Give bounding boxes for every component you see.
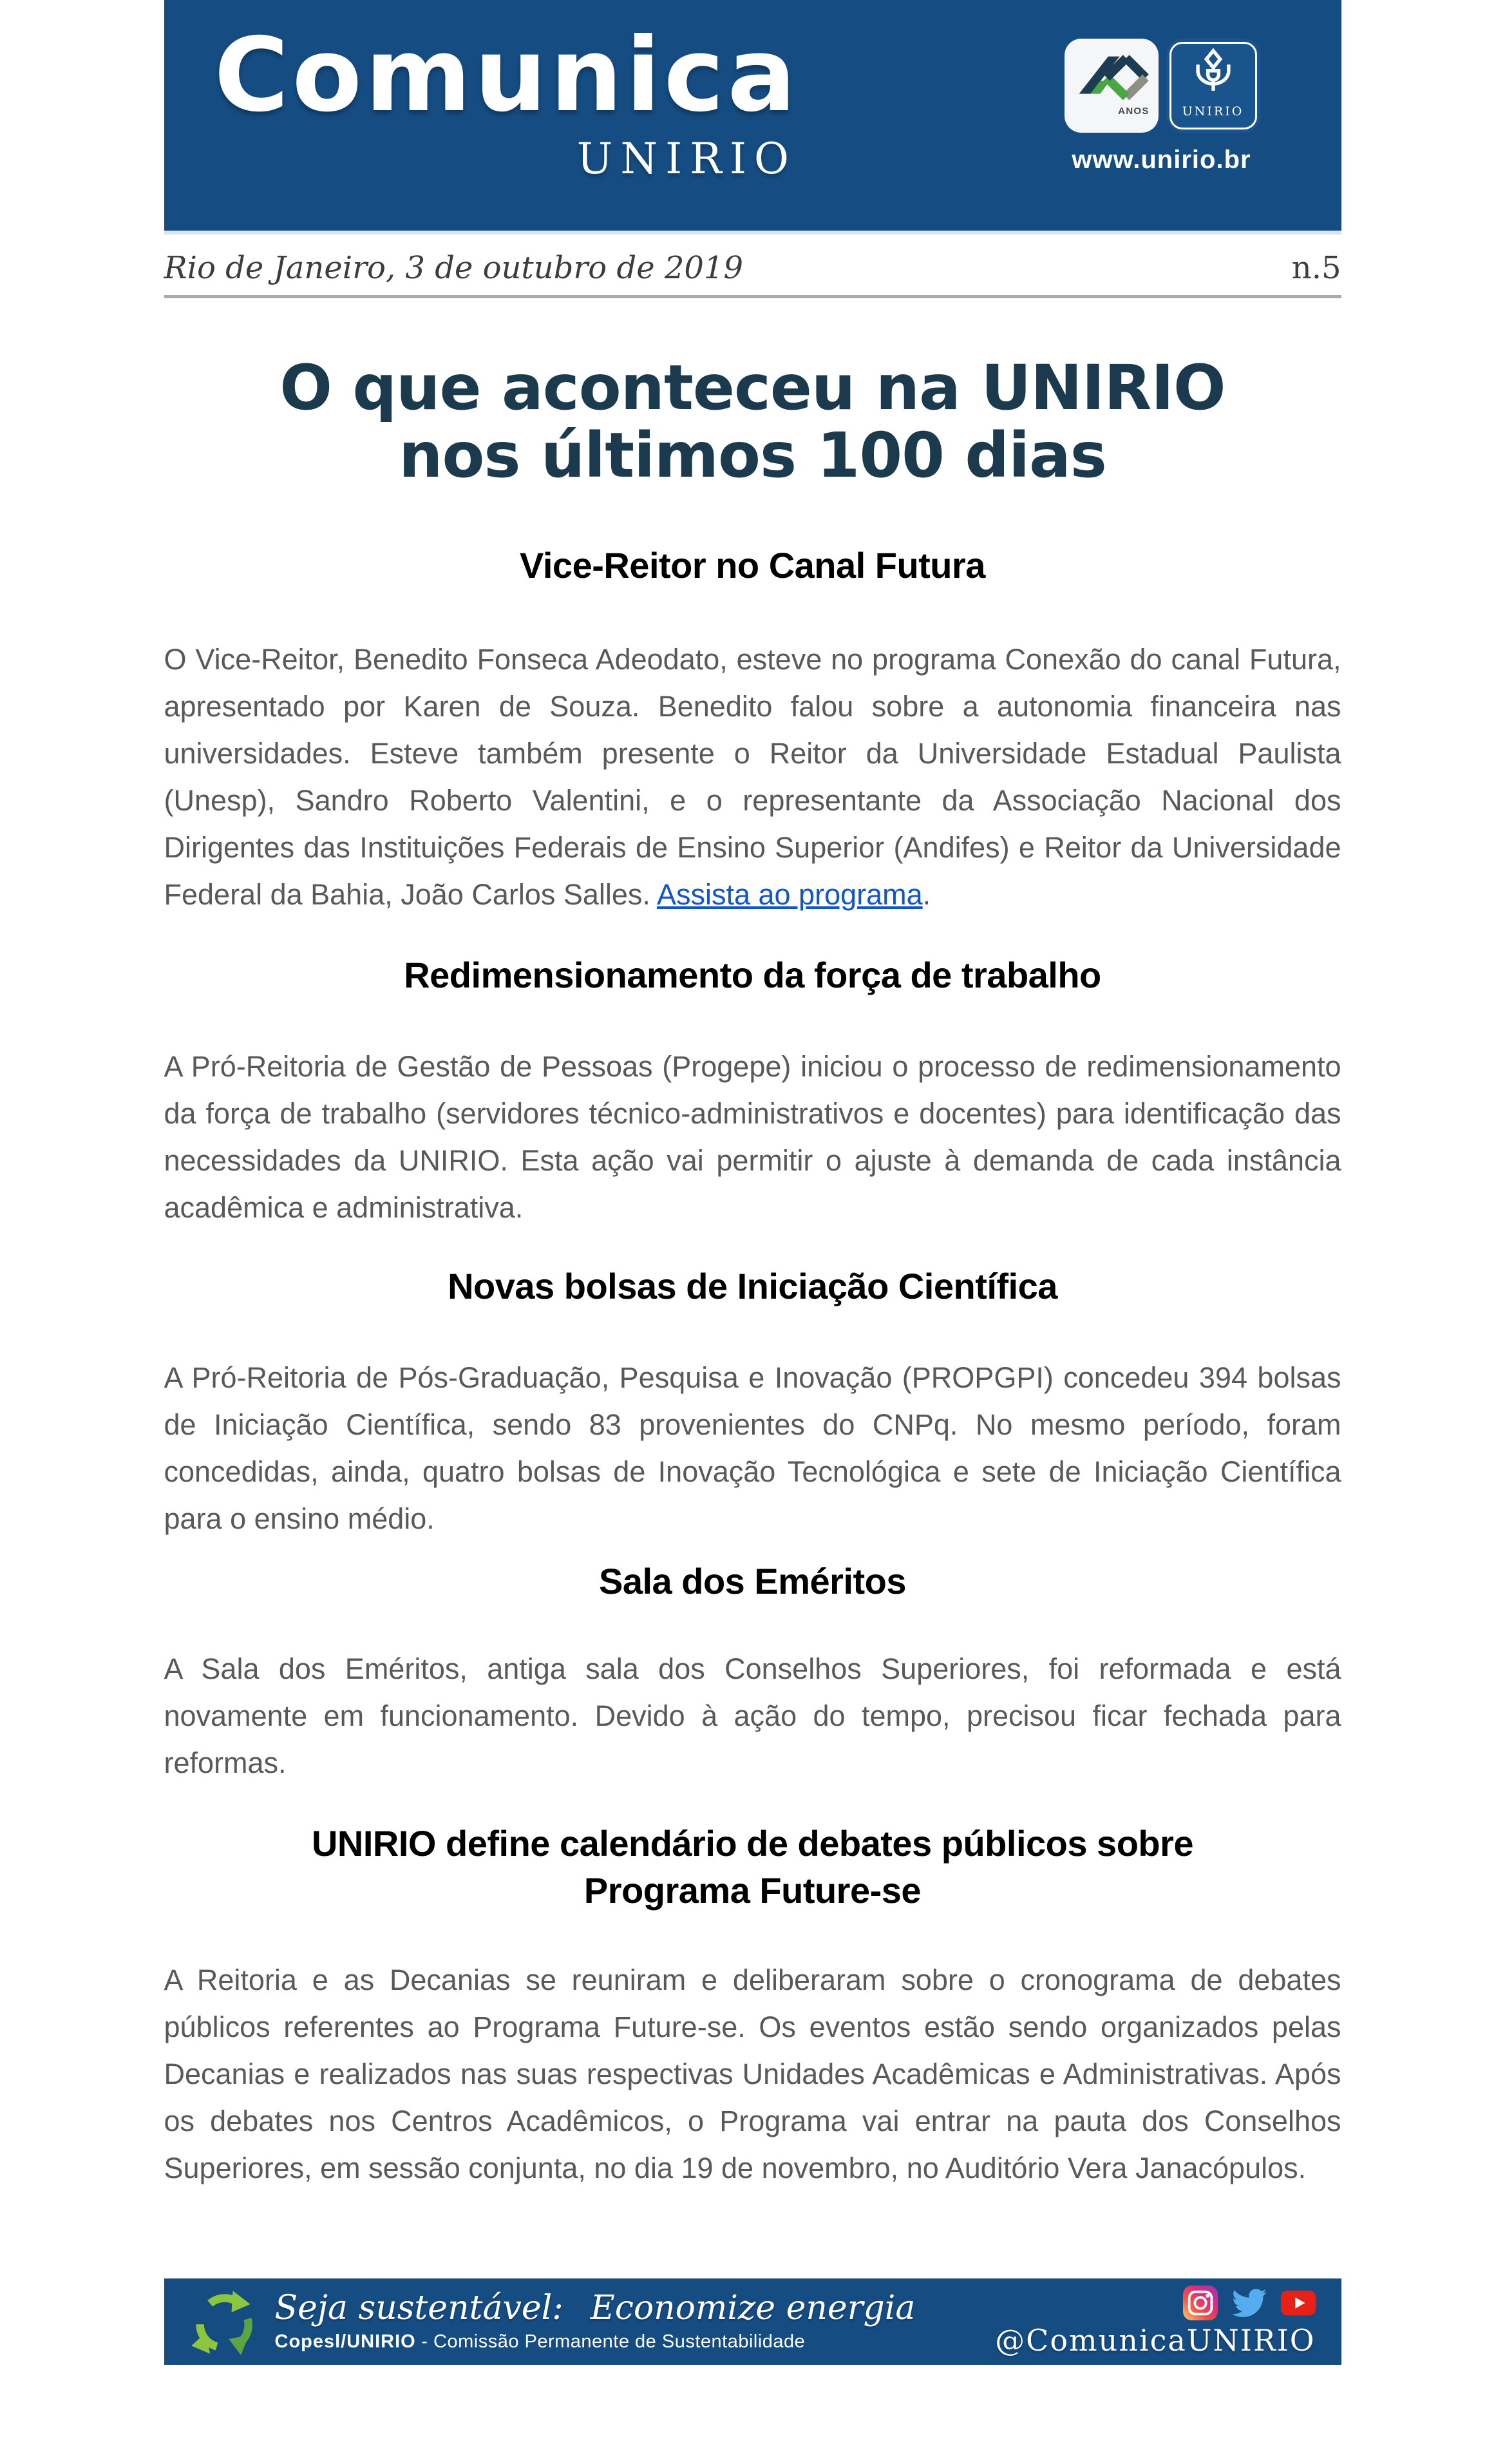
badge-40anos-icon bbox=[1065, 39, 1159, 133]
logo-badges bbox=[1063, 39, 1260, 133]
news-section-redimensionamento bbox=[164, 956, 1341, 1231]
news-section-bolsas bbox=[164, 1267, 1341, 1542]
masthead bbox=[164, 0, 1341, 234]
sustainability-block bbox=[274, 2288, 916, 2353]
org-description: - Comissão Permanente de Sustentabilidade bbox=[415, 2331, 806, 2353]
section-heading: Vice-Reitor no Canal Futura bbox=[520, 545, 985, 586]
section-heading: Sala dos Eméritos bbox=[598, 1561, 906, 1601]
section-heading: Novas bolsas de Iniciação Científica bbox=[448, 1266, 1057, 1306]
link-suffix: . bbox=[922, 878, 931, 911]
recycle-icon bbox=[190, 2288, 257, 2355]
badge-40anos-label: ANOS bbox=[1117, 106, 1150, 117]
section-body: A Sala dos Eméritos, antiga sala dos Conselhos Superiores, foi reformada e está novamente em funcionamento. Devido à ação do tempo, precisou ficar fechada para reformas. bbox=[164, 1652, 1341, 1779]
dateline bbox=[164, 250, 1341, 286]
news-section-sala-emeritos bbox=[164, 1562, 1341, 1786]
section-body bbox=[164, 636, 1341, 918]
badge-unirio-icon bbox=[1166, 39, 1260, 133]
section-heading: Redimensionamento da força de trabalho bbox=[404, 955, 1101, 995]
footer bbox=[164, 2278, 1341, 2365]
section-heading-line2: Programa Future-se bbox=[583, 1870, 922, 1911]
news-section-future-se bbox=[164, 1820, 1341, 2192]
issue-number: n.5 bbox=[1291, 250, 1341, 286]
org-name: Copesl/UNIRIO bbox=[274, 2331, 416, 2353]
section-heading-line1: UNIRIO define calendário de debates públicos sobre bbox=[311, 1823, 1194, 1864]
news-section-vice-reitor bbox=[164, 546, 1341, 918]
twitter-icon[interactable] bbox=[1232, 2286, 1267, 2320]
page-title-line2: nos últimos 100 dias bbox=[399, 419, 1106, 492]
brand-title: Comunica bbox=[214, 16, 800, 135]
website-link[interactable]: www.unirio.br bbox=[1072, 146, 1251, 174]
section-body: A Pró-Reitoria de Gestão de Pessoas (Progepe) iniciou o processo de redimensionamento da força de trabalho (servidores técnico-administrativos e docentes) para identificação das necessidades da UNIRIO. Esta ação vai permitir o ajuste à demanda de cada instância acadêmica e administrativa. bbox=[164, 1050, 1341, 1224]
brand bbox=[214, 16, 800, 184]
brand-subtitle: UNIRIO bbox=[576, 134, 797, 184]
social-handle: @ComunicaUNIRIO bbox=[995, 2323, 1316, 2358]
place-date: Rio de Janeiro, 3 de outubro de 2019 bbox=[164, 250, 744, 286]
assista-ao-programa-link[interactable]: Assista ao programa bbox=[656, 878, 923, 911]
youtube-icon[interactable] bbox=[1281, 2286, 1316, 2320]
divider bbox=[164, 295, 1341, 298]
header-logos bbox=[1063, 39, 1260, 175]
newsletter bbox=[164, 0, 1341, 2365]
slogan-part2: Economize energia bbox=[590, 2288, 916, 2327]
badge-unirio-label: UNIRIO bbox=[1182, 104, 1244, 119]
section-body: A Reitoria e as Decanias se reuniram e deliberaram sobre o cronograma de debates públicos referentes ao Programa Future-se. Os eventos estão sendo organizados pelas Decanias e realizados nas suas respectivas Unidades Acadêmicas e Administrativas. Após os debates nos Centros Acadêmicos, o Programa vai entrar na pauta dos Conselhos Superiores, em sessão conjunta, no dia 19 de novembro, no Auditório Vera Janacópulos. bbox=[164, 1963, 1341, 2184]
social-block bbox=[995, 2286, 1315, 2358]
org-credit bbox=[275, 2331, 916, 2353]
sustainability-slogan bbox=[274, 2288, 916, 2327]
section-body: A Pró-Reitoria de Pós-Graduação, Pesquisa e Inovação (PROPGPI) concedeu 394 bolsas de Iniciação Científica, sendo 83 provenientes do CNPq. No mesmo período, foram concedidas, ainda, quatro bolsas de Inovação Tecnológica e sete de Iniciação Científica para o ensino médio. bbox=[164, 1361, 1341, 1535]
social-icons bbox=[995, 2286, 1315, 2320]
section-body-text: O Vice-Reitor, Benedito Fonseca Adeodato, esteve no programa Conexão do canal Futura, apresentado por Karen de Souza. Benedito falou sobre a autonomia financeira nas universidades. Esteve também presente o Reitor da Universidade Estadual Paulista (Unesp), Sandro Roberto Valentini, e o representante da Associação Nacional dos Dirigentes das Instituições Federais de Ensino Superior (Andifes) e Reitor da Universidade Federal da Bahia, João Carlos Salles. bbox=[164, 643, 1341, 911]
section-heading bbox=[164, 1820, 1341, 1914]
page-title-line1: O que aconteceu na UNIRIO bbox=[279, 352, 1226, 424]
instagram-icon[interactable] bbox=[1183, 2286, 1218, 2320]
page-title bbox=[164, 354, 1341, 490]
slogan-part1: Seja sustentável: bbox=[274, 2288, 563, 2327]
